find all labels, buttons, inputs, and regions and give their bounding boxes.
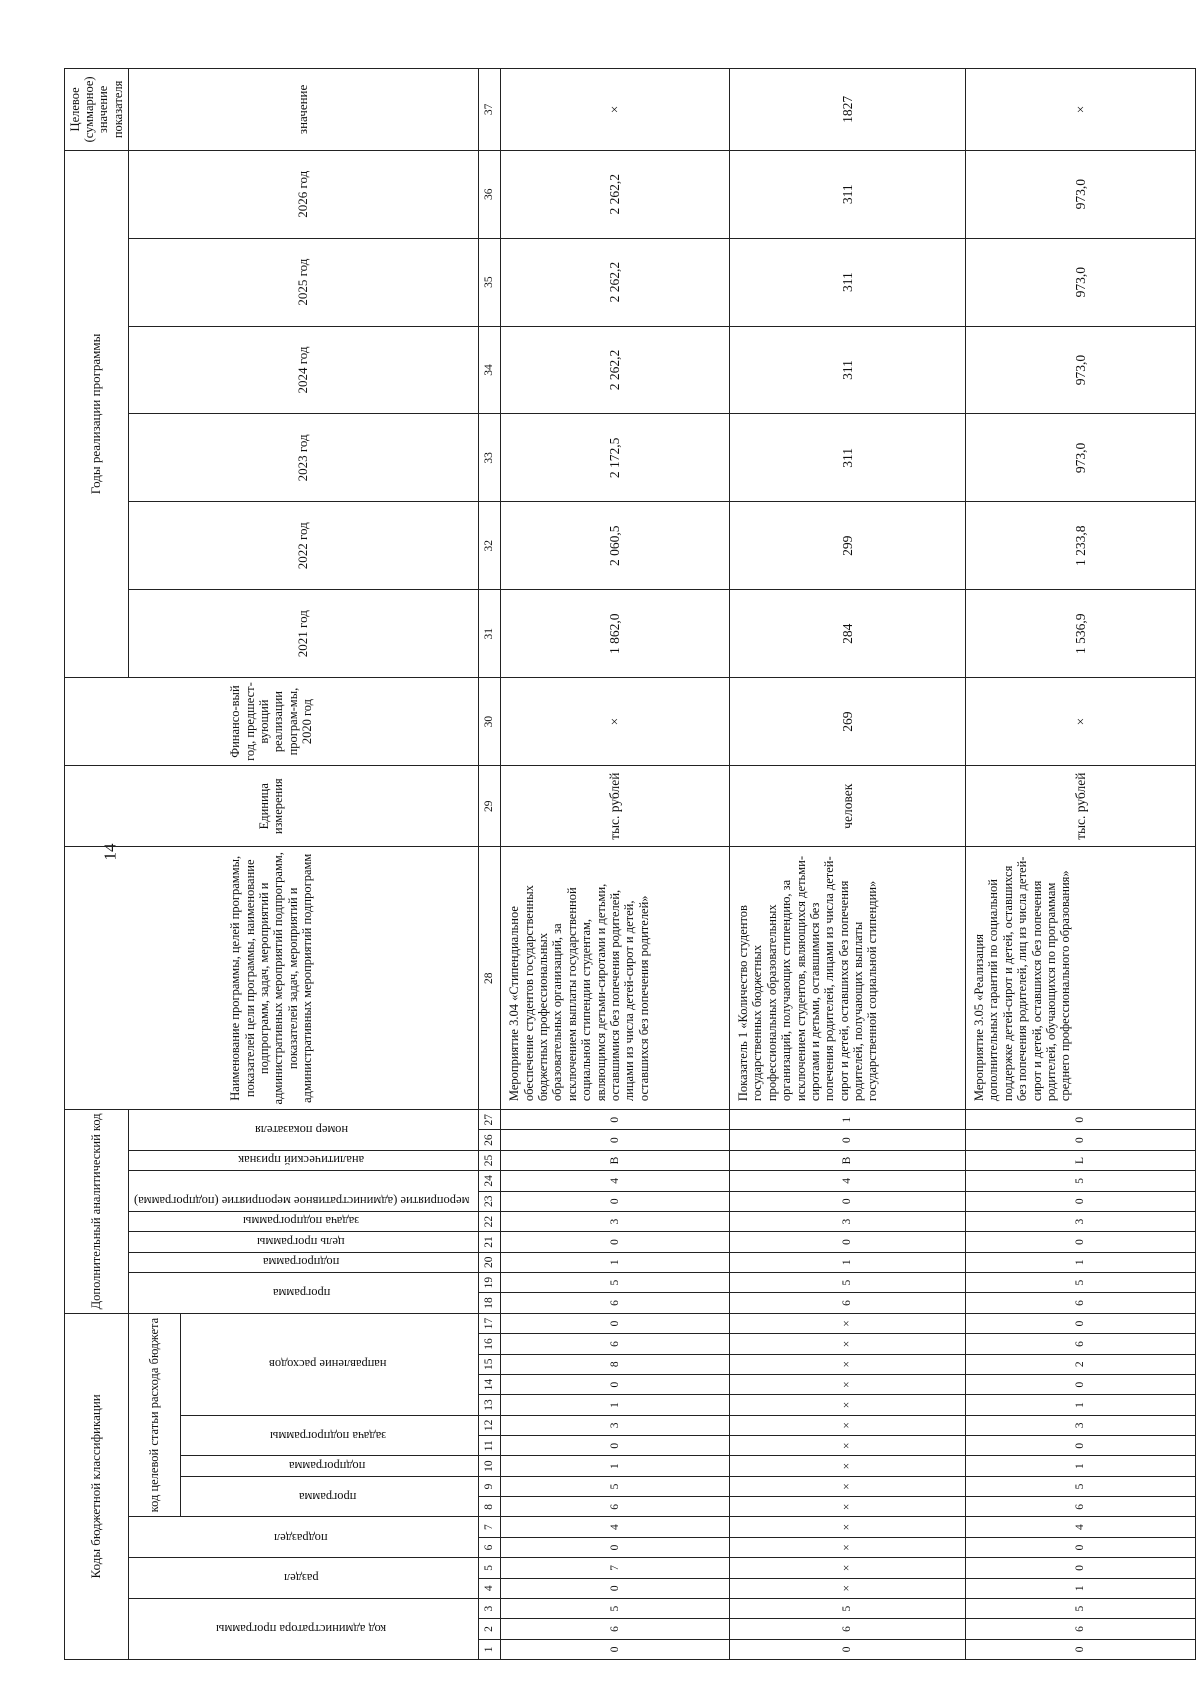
column-number: 15 <box>478 1354 500 1374</box>
code-cell: × <box>730 1313 966 1334</box>
code-cell: 0 <box>730 1232 966 1252</box>
unit-header: Единица измерения <box>65 766 479 847</box>
code-cell: 6 <box>966 1334 1196 1354</box>
code-cell: 0 <box>966 1110 1196 1130</box>
code-cell: 4 <box>501 1171 730 1191</box>
code-cell: 3 <box>730 1211 966 1231</box>
row-target: 1827 <box>730 69 966 151</box>
bk-codes-header: Коды бюджетной классификации <box>65 1313 129 1659</box>
column-number: 28 <box>478 847 500 1110</box>
code-cell: × <box>730 1578 966 1598</box>
row-fin-year: × <box>501 678 730 766</box>
row-year-value: 2 262,2 <box>501 326 730 414</box>
code-cell: 1 <box>966 1578 1196 1598</box>
code-cell: 0 <box>966 1537 1196 1557</box>
row-year-value: 1 233,8 <box>966 502 1196 590</box>
code-cell: × <box>730 1456 966 1476</box>
row-fin-year: × <box>966 678 1196 766</box>
code-cell: 1 <box>966 1395 1196 1415</box>
column-number: 21 <box>478 1232 500 1252</box>
code-cell: 0 <box>501 1578 730 1598</box>
column-number: 6 <box>478 1537 500 1557</box>
code-cell: 0 <box>501 1374 730 1394</box>
code-cell: 0 <box>966 1313 1196 1334</box>
podrazdel-header: подраздел <box>128 1517 478 1558</box>
row-year-value: 2 060,5 <box>501 502 730 590</box>
row-year-value: 973,0 <box>966 414 1196 502</box>
code-cell: 1 <box>966 1252 1196 1272</box>
code-cell: 7 <box>501 1558 730 1578</box>
row-year-value: 311 <box>730 238 966 326</box>
row-target: × <box>501 69 730 151</box>
code-cell: × <box>730 1415 966 1435</box>
code-cell: 1 <box>730 1110 966 1130</box>
code-cell: 5 <box>966 1476 1196 1496</box>
code-cell: 6 <box>966 1293 1196 1313</box>
column-number: 10 <box>478 1456 500 1476</box>
code-cell: 0 <box>501 1537 730 1557</box>
column-number: 17 <box>478 1313 500 1334</box>
code-cell: 0 <box>966 1130 1196 1150</box>
code-cell: 6 <box>501 1619 730 1639</box>
row-year-value: 311 <box>730 150 966 238</box>
dop-code-header: Дополнительный аналитический код <box>65 1110 129 1314</box>
code-cell: 0 <box>501 1130 730 1150</box>
code-cell: 0 <box>730 1130 966 1150</box>
row-year-value: 284 <box>730 590 966 678</box>
code-cell: 3 <box>966 1415 1196 1435</box>
d-zadacha-header: задача подпрограммы <box>128 1211 478 1231</box>
admin-code-header: код администратора программы <box>128 1598 478 1659</box>
code-cell: 4 <box>966 1517 1196 1537</box>
column-number: 33 <box>478 414 500 502</box>
page-number: 14 <box>100 843 120 861</box>
programma-header: программа <box>181 1476 479 1517</box>
column-number: 31 <box>478 590 500 678</box>
row-unit: человек <box>730 766 966 847</box>
column-number: 14 <box>478 1374 500 1394</box>
year-2022-header: 2022 год <box>128 502 478 590</box>
code-cell: × <box>730 1537 966 1557</box>
code-cell: × <box>730 1334 966 1354</box>
code-cell: В <box>501 1150 730 1170</box>
code-cell: × <box>730 1374 966 1394</box>
target-code-header: код целевой статьи расхода бюджета <box>128 1313 181 1517</box>
code-cell: 6 <box>966 1497 1196 1517</box>
zadacha-podprogrammy-header: задача подпрограммы <box>181 1415 479 1456</box>
column-number: 37 <box>478 69 500 151</box>
d-analit-header: аналитический признак <box>128 1150 478 1170</box>
table-row <box>730 69 966 1660</box>
code-cell: × <box>730 1497 966 1517</box>
year-2021-header: 2021 год <box>128 590 478 678</box>
code-cell: 2 <box>966 1354 1196 1374</box>
code-cell: 6 <box>730 1619 966 1639</box>
column-number: 7 <box>478 1517 500 1537</box>
d-cel-header: цель программы <box>128 1232 478 1252</box>
column-number: 35 <box>478 238 500 326</box>
row-year-value: 2 262,2 <box>501 238 730 326</box>
code-cell: 0 <box>730 1191 966 1211</box>
rotated-table-container <box>64 68 1196 1660</box>
column-number: 25 <box>478 1150 500 1170</box>
name-header: Наименование программы, целей программы, показателей цели программы, наименование подпрограмм, задач, мероприятий и административных мероприятий подпрограмм, показателей задач, мероприятий и административных мероприятий подпрограмм <box>65 847 479 1110</box>
row-year-value: 2 172,5 <box>501 414 730 502</box>
code-cell: 0 <box>730 1639 966 1659</box>
column-number: 3 <box>478 1598 500 1618</box>
row-year-value: 973,0 <box>966 238 1196 326</box>
code-cell: 6 <box>501 1497 730 1517</box>
code-cell: × <box>730 1558 966 1578</box>
code-cell: L <box>966 1150 1196 1170</box>
column-number: 18 <box>478 1293 500 1313</box>
years-group-header: Годы реализации программы <box>65 150 129 677</box>
row-year-value: 1 862,0 <box>501 590 730 678</box>
column-number: 2 <box>478 1619 500 1639</box>
row-fin-year: 269 <box>730 678 966 766</box>
column-number: 30 <box>478 678 500 766</box>
row-target: × <box>966 69 1196 151</box>
row-unit: тыс. рублей <box>501 766 730 847</box>
code-cell: 6 <box>966 1619 1196 1639</box>
d-programma-header: программа <box>128 1272 478 1313</box>
column-numbers-row <box>478 69 500 1660</box>
column-number: 12 <box>478 1415 500 1435</box>
row-year-value: 2 262,2 <box>501 150 730 238</box>
d-meropriyatie-header: мероприятие (административное мероприятие (подпрограмма) <box>128 1171 478 1212</box>
code-cell: 1 <box>501 1456 730 1476</box>
column-number: 27 <box>478 1110 500 1130</box>
column-number: 26 <box>478 1130 500 1150</box>
target-header: Целевое (суммарное) значение показателя <box>65 69 129 151</box>
column-number: 29 <box>478 766 500 847</box>
row-unit: тыс. рублей <box>966 766 1196 847</box>
code-cell: × <box>730 1354 966 1374</box>
code-cell: 3 <box>966 1211 1196 1231</box>
year-2025-header: 2025 год <box>128 238 478 326</box>
code-cell: 0 <box>501 1639 730 1659</box>
row-name: Мероприятие 3.04 «Стипендиальное обеспечение студентов государственных бюджетных профессиональных образовательных организаций, за исключением выплаты государственной социальной стипендии студентам, являющимся детьми-сиротами и детьми, оставшимися без попечения родителей, лицами из числа детей-сирот и детей, оставшихся без попечения родителей» <box>501 847 730 1110</box>
code-cell: 5 <box>730 1272 966 1292</box>
code-cell: × <box>730 1436 966 1456</box>
code-cell: 5 <box>501 1476 730 1496</box>
row-year-value: 973,0 <box>966 326 1196 414</box>
code-cell: 0 <box>966 1436 1196 1456</box>
year-2026-header: 2026 год <box>128 150 478 238</box>
row-year-value: 1 536,9 <box>966 590 1196 678</box>
table-row <box>966 69 1196 1660</box>
code-cell: 0 <box>966 1232 1196 1252</box>
d-podprogramma-header: подпрограмма <box>128 1252 478 1272</box>
code-cell: × <box>730 1395 966 1415</box>
row-name: Показатель 1 «Количество студентов государственных бюджетных профессиональных образовательных организаций, получающих стипендию, за исключением студентов, являющихся детьми-сиротами и детьми, оставшимися без попечения родителей, лицами из числа детей-сирот и детей, оставшихся без попечения родителей, получающих выплаты государственной социальной стипендии» <box>730 847 966 1110</box>
column-number: 19 <box>478 1272 500 1292</box>
target-value-header: значение <box>128 69 478 151</box>
column-number: 9 <box>478 1476 500 1496</box>
year-2024-header: 2024 год <box>128 326 478 414</box>
code-cell: 6 <box>501 1334 730 1354</box>
code-cell: 4 <box>501 1517 730 1537</box>
code-cell: 1 <box>730 1252 966 1272</box>
code-cell: 5 <box>501 1598 730 1618</box>
code-cell: 1 <box>501 1252 730 1272</box>
row-year-value: 311 <box>730 326 966 414</box>
column-number: 36 <box>478 150 500 238</box>
row-year-value: 311 <box>730 414 966 502</box>
fin-year-header: Финансо-вый год, предшест-вующий реализации програм-мы, 2020 год <box>65 678 479 766</box>
column-number: 1 <box>478 1639 500 1659</box>
row-year-value: 299 <box>730 502 966 590</box>
column-number: 13 <box>478 1395 500 1415</box>
column-number: 11 <box>478 1436 500 1456</box>
code-cell: 5 <box>501 1272 730 1292</box>
razdel-header: раздел <box>128 1558 478 1599</box>
year-2023-header: 2023 год <box>128 414 478 502</box>
code-cell: 0 <box>501 1313 730 1334</box>
napravlenie-header: направление расходов <box>181 1313 479 1415</box>
code-cell: В <box>730 1150 966 1170</box>
code-cell: 0 <box>966 1639 1196 1659</box>
code-cell: 6 <box>501 1293 730 1313</box>
table-row <box>501 69 730 1660</box>
code-cell: 5 <box>730 1598 966 1618</box>
column-number: 34 <box>478 326 500 414</box>
column-number: 32 <box>478 502 500 590</box>
code-cell: 1 <box>966 1456 1196 1476</box>
code-cell: 0 <box>501 1232 730 1252</box>
code-cell: 3 <box>501 1211 730 1231</box>
column-number: 8 <box>478 1497 500 1517</box>
code-cell: 1 <box>501 1395 730 1415</box>
column-number: 16 <box>478 1334 500 1354</box>
program-table <box>64 68 1196 1660</box>
code-cell: 5 <box>966 1171 1196 1191</box>
code-cell: 0 <box>966 1558 1196 1578</box>
code-cell: 0 <box>966 1374 1196 1394</box>
code-cell: 5 <box>966 1598 1196 1618</box>
column-number: 20 <box>478 1252 500 1272</box>
column-number: 5 <box>478 1558 500 1578</box>
row-name: Мероприятие 3.05 «Реализация дополнительных гарантий по социальной поддержке детей-сирот и детей, оставшихся без попечения родителей, лиц из числа детей-сирот и детей, оставшихся без попечения родителей, обучающихся по программам среднего профессионального образования» <box>966 847 1196 1110</box>
code-cell: × <box>730 1517 966 1537</box>
code-cell: 4 <box>730 1171 966 1191</box>
column-number: 22 <box>478 1211 500 1231</box>
podprogramma-header: подпрограмма <box>181 1456 479 1476</box>
code-cell: 8 <box>501 1354 730 1374</box>
code-cell: 6 <box>730 1293 966 1313</box>
code-cell: × <box>730 1476 966 1496</box>
code-cell: 3 <box>501 1415 730 1435</box>
code-cell: 0 <box>501 1110 730 1130</box>
code-cell: 0 <box>501 1191 730 1211</box>
code-cell: 0 <box>501 1436 730 1456</box>
code-cell: 5 <box>966 1272 1196 1292</box>
column-number: 24 <box>478 1171 500 1191</box>
column-number: 23 <box>478 1191 500 1211</box>
row-year-value: 973,0 <box>966 150 1196 238</box>
column-number: 4 <box>478 1578 500 1598</box>
d-nomer-header: номер показателя <box>128 1110 478 1151</box>
code-cell: 0 <box>966 1191 1196 1211</box>
